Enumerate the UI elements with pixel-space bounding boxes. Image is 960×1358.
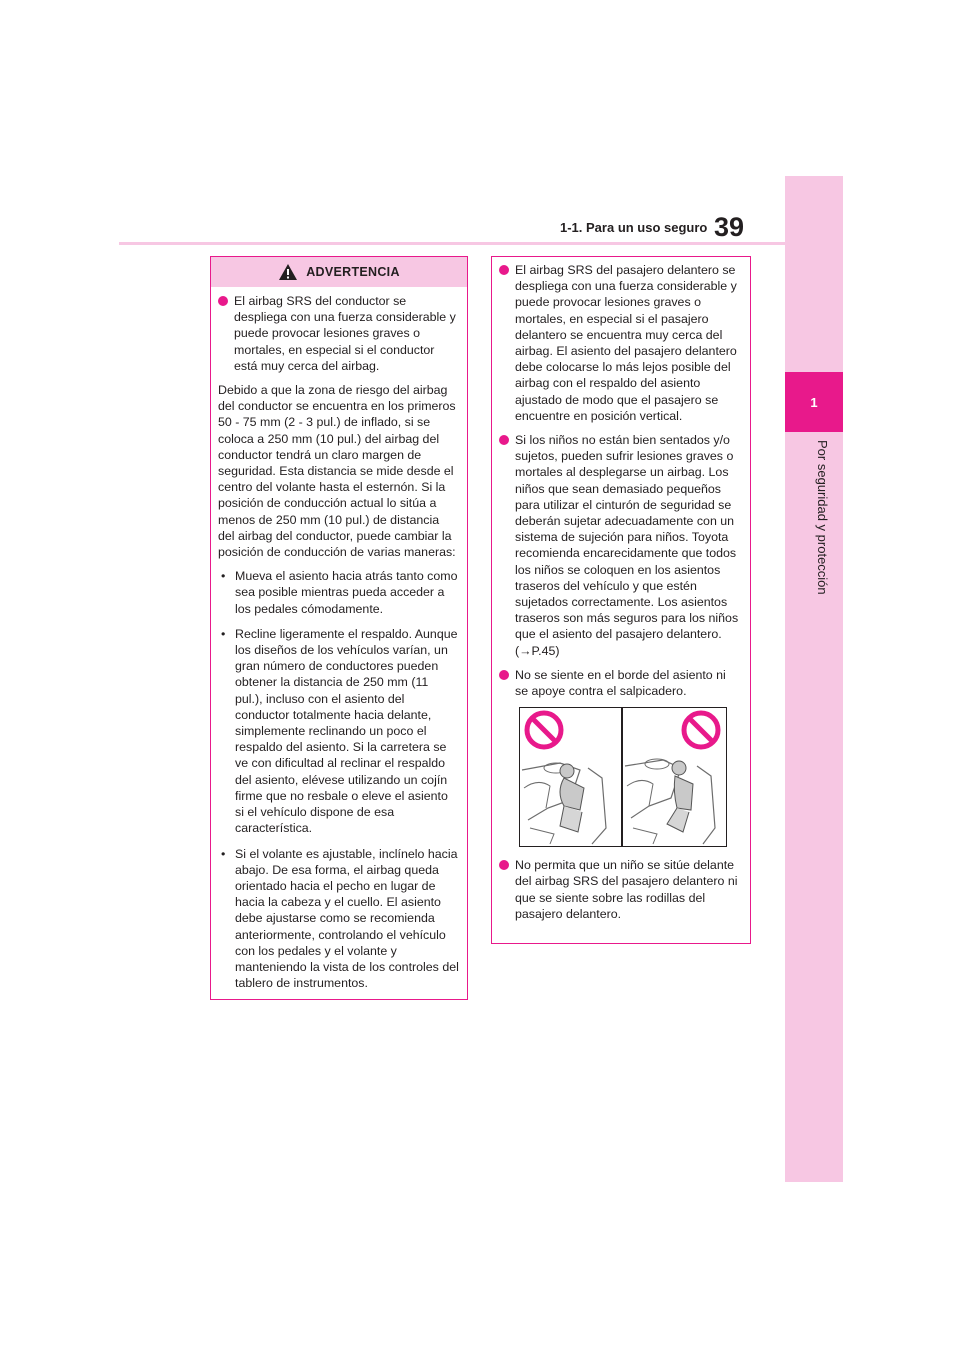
sub-bullet-text: Mueva el asiento hacia atrás tanto como sea posible mientras pueda acceder a los pedales cómodamente. [235, 569, 458, 616]
section-title: 1-1. Para un uso seguro [560, 220, 708, 235]
warning-title: ADVERTENCIA [306, 265, 400, 279]
sub-bullet-text: Si el volante es ajustable, inclínelo hacia abajo. De esa forma, el airbag queda orientado hacia el pecho en lugar de hacia la cabeza y el cuello. El asiento debe ajustarse como se recomienda anteriormente, controlando el vehículo con los pedales y el volante y manteniendo la vista de los controles del tablero de instrumentos. [235, 846, 459, 991]
warning-box-left [210, 256, 468, 1000]
sub-bullet-item [218, 626, 459, 837]
illustration-sitting-on-seat-edge [623, 708, 724, 846]
bullet-dot-icon [499, 435, 509, 445]
bullet-text [515, 432, 742, 659]
bullet-item [499, 857, 742, 922]
header-rule [119, 242, 785, 245]
sub-bullet-mark: • [221, 569, 226, 584]
sub-bullet-item [218, 846, 459, 992]
warning-content [492, 257, 750, 922]
bullet-text: El airbag SRS del conductor se despliega con una fuerza considerable y puede provocar lesiones graves o mortales, en especial si el conductor está muy cerca del airbag. [234, 294, 456, 373]
chapter-side-tab [785, 176, 843, 1182]
warning-triangle-icon [278, 263, 298, 281]
bullet-item [499, 432, 742, 659]
warning-box-right [491, 256, 751, 944]
bullet-text: No se siente en el borde del asiento ni se apoye contra el salpicadero. [515, 667, 726, 699]
page-reference-link[interactable]: (→P.45) [515, 643, 560, 658]
bullet-item [499, 262, 742, 424]
illustration-prohibited-postures [519, 707, 727, 847]
sub-bullet-mark: • [221, 846, 226, 861]
bullet-text-body: Si los niños no están bien sentados y/o sujetos, pueden sufrir lesiones graves o mortales al desplegarse un airbag. Los niños que sean demasiado pequeños para utilizar el cinturón de seguridad se deberán sujetar adecuadamente con un sistema de sujeción para niños. Toyota recomienda encarecidamente que todos los niños se coloquen en los asientos traseros del vehículo y que estén sujetados correctamente. Los asientos traseros son más seguros para los niños que el asiento del pasajero delantero. [515, 433, 739, 642]
bullet-text: No permita que un niño se sitúe delante del airbag SRS del pasajero delantero ni que se siente sobre las rodillas del pasajero delantero. [515, 858, 738, 921]
sub-bullet-text: Recline ligeramente el respaldo. Aunque los diseños de los vehículos varían, un gran número de conductores pueden obtener la distancia de 250 mm (11 pul.), incluso con el asiento del conductor totalmente hacia delante, simplemente reclinando un poco el respaldo del asiento. Si la carretera se ve con dificultad al reclinar el respaldo del asiento, elévese utilizando un cojín firme que no resbale o eleve el asiento si el vehículo dispone de esa característica. [235, 626, 458, 836]
warning-content [211, 287, 467, 991]
sub-bullet-mark: • [221, 626, 226, 641]
bullet-dot-icon [499, 670, 509, 680]
illustration-leaning-on-dashboard [520, 708, 621, 846]
sub-bullet-item [218, 568, 459, 617]
paragraph: Debido a que la zona de riesgo del airbag del conductor se encuentra en los primeros 50 - 75 mm (2 - 3 pul.) de inflado, si se coloca a 250 mm (10 pul.) del airbag del conductor tendrá un claro margen de seguridad. Esta distancia se mide desde el centro del volante hasta el esternón. Si la posición de conducción actual lo sitúa a menos de 250 mm (10 pul.) de distancia del airbag del conductor, puede cambiar la posición de conducción de varias maneras: [218, 383, 456, 560]
bullet-dot-icon [499, 265, 509, 275]
chapter-label: Por seguridad y protección [815, 440, 830, 595]
bullet-dot-icon [499, 860, 509, 870]
bullet-text: El airbag SRS del pasajero delantero se despliega con una fuerza considerable y puede provocar lesiones graves o mortales, en especial si el pasajero delantero se encuentra muy cerca del airbag. El asiento del pasajero delantero debe colocarse lo más lejos posible del airbag con el respaldo del asiento ajustado de modo que el pasajero se encuentre en posición vertical. [515, 263, 737, 423]
bullet-dot-icon [218, 296, 228, 306]
warning-header [211, 257, 467, 287]
page-number: 39 [714, 212, 745, 242]
bullet-item [499, 667, 742, 699]
bullet-item [218, 293, 459, 374]
chapter-number: 1 [785, 372, 843, 432]
